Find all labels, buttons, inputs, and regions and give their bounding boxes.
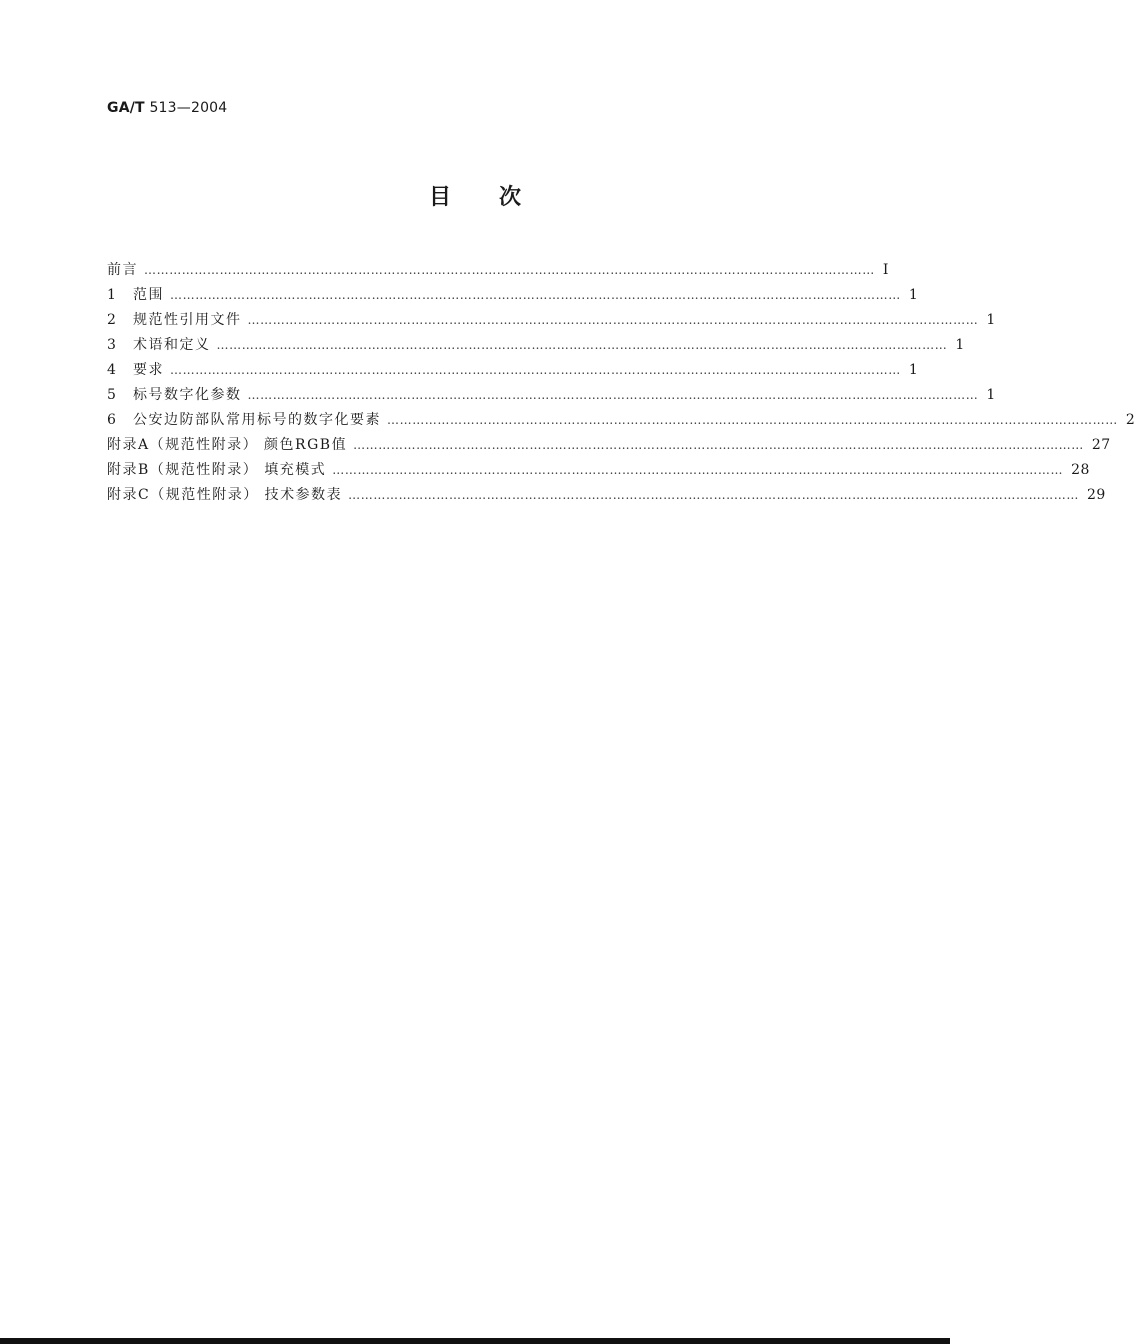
toc-entry-number: 6 xyxy=(107,412,118,428)
toc-entry-number: 2 xyxy=(107,312,118,328)
toc-entry-number: 4 xyxy=(107,362,118,378)
toc-page-number: 1 xyxy=(908,287,919,303)
page-title: 目次 xyxy=(428,185,569,210)
standard-code xyxy=(107,100,227,116)
toc-page-number: I xyxy=(882,262,889,278)
toc-page-number: 1 xyxy=(955,337,965,353)
toc-entry-text: 公安边防部队常用标号的数字化要素 xyxy=(133,412,381,428)
table-of-contents xyxy=(107,258,1135,508)
toc-leader-dots: ………………………………………………………………………………………………………………………………………………………… xyxy=(348,488,1079,502)
toc-page-number: 1 xyxy=(986,387,996,403)
toc-entry-label xyxy=(107,308,248,333)
toc-entry-label: 附录C（规范性附录） 技术参数表 xyxy=(107,487,343,503)
toc-entry-label xyxy=(107,333,217,358)
toc-entry-appendix-a[interactable] xyxy=(107,433,1111,458)
toc-entry-label xyxy=(107,383,248,408)
toc-leader-dots: ………………………………………………………………………………………………………………………………………………………… xyxy=(170,288,901,302)
toc-entry-4[interactable] xyxy=(107,358,919,383)
toc-entry-2[interactable] xyxy=(107,308,996,333)
toc-entry-number: 1 xyxy=(107,287,118,303)
toc-entry-foreword[interactable] xyxy=(107,258,889,283)
toc-page-number: 27 xyxy=(1091,437,1111,453)
toc-leader-dots: ………………………………………………………………………………………………………………………………………………………… xyxy=(216,338,948,352)
standard-code-prefix: GA/T xyxy=(107,100,145,116)
toc-entry-label: 附录A（规范性附录） 颜色RGB值 xyxy=(107,437,348,453)
toc-entry-text: 规范性引用文件 xyxy=(133,312,242,328)
toc-entry-3[interactable] xyxy=(107,333,965,358)
toc-entry-label xyxy=(107,408,387,433)
toc-entry-5[interactable] xyxy=(107,383,996,408)
toc-leader-dots: ………………………………………………………………………………………………………………………………………………………… xyxy=(144,263,875,277)
toc-entry-number: 5 xyxy=(107,387,118,403)
toc-leader-dots: ………………………………………………………………………………………………………………………………………………………… xyxy=(247,313,979,327)
toc-entry-text: 要求 xyxy=(133,362,164,378)
toc-entry-6[interactable] xyxy=(107,408,1135,433)
toc-page-number: 1 xyxy=(986,312,996,328)
toc-entry-appendix-c[interactable] xyxy=(107,483,1106,508)
toc-leader-dots: ………………………………………………………………………………………………………………………………………………………… xyxy=(387,413,1118,427)
toc-entry-text: 术语和定义 xyxy=(133,337,211,353)
toc-leader-dots: ………………………………………………………………………………………………………………………………………………………… xyxy=(332,463,1064,477)
toc-entry-text: 标号数字化参数 xyxy=(133,387,242,403)
toc-leader-dots: ………………………………………………………………………………………………………………………………………………………… xyxy=(170,363,901,377)
bottom-border xyxy=(0,1338,950,1344)
toc-page-number: 2 xyxy=(1125,412,1135,428)
toc-entry-text: 范围 xyxy=(133,287,164,303)
toc-leader-dots: ………………………………………………………………………………………………………………………………………………………… xyxy=(353,438,1084,452)
toc-leader-dots: ………………………………………………………………………………………………………………………………………………………… xyxy=(247,388,979,402)
toc-page-number: 28 xyxy=(1071,462,1090,478)
toc-page-number: 1 xyxy=(908,362,919,378)
toc-entry-label: 附录B（规范性附录） 填充模式 xyxy=(107,462,327,478)
toc-entry-1[interactable] xyxy=(107,283,919,308)
toc-entry-label xyxy=(107,283,170,308)
standard-code-number: 513—2004 xyxy=(144,100,228,116)
toc-page-number: 29 xyxy=(1086,487,1106,503)
toc-entry-label xyxy=(107,358,170,383)
toc-entry-label: 前言 xyxy=(107,262,138,278)
toc-entry-number: 3 xyxy=(107,337,118,353)
toc-entry-appendix-b[interactable] xyxy=(107,458,1090,483)
